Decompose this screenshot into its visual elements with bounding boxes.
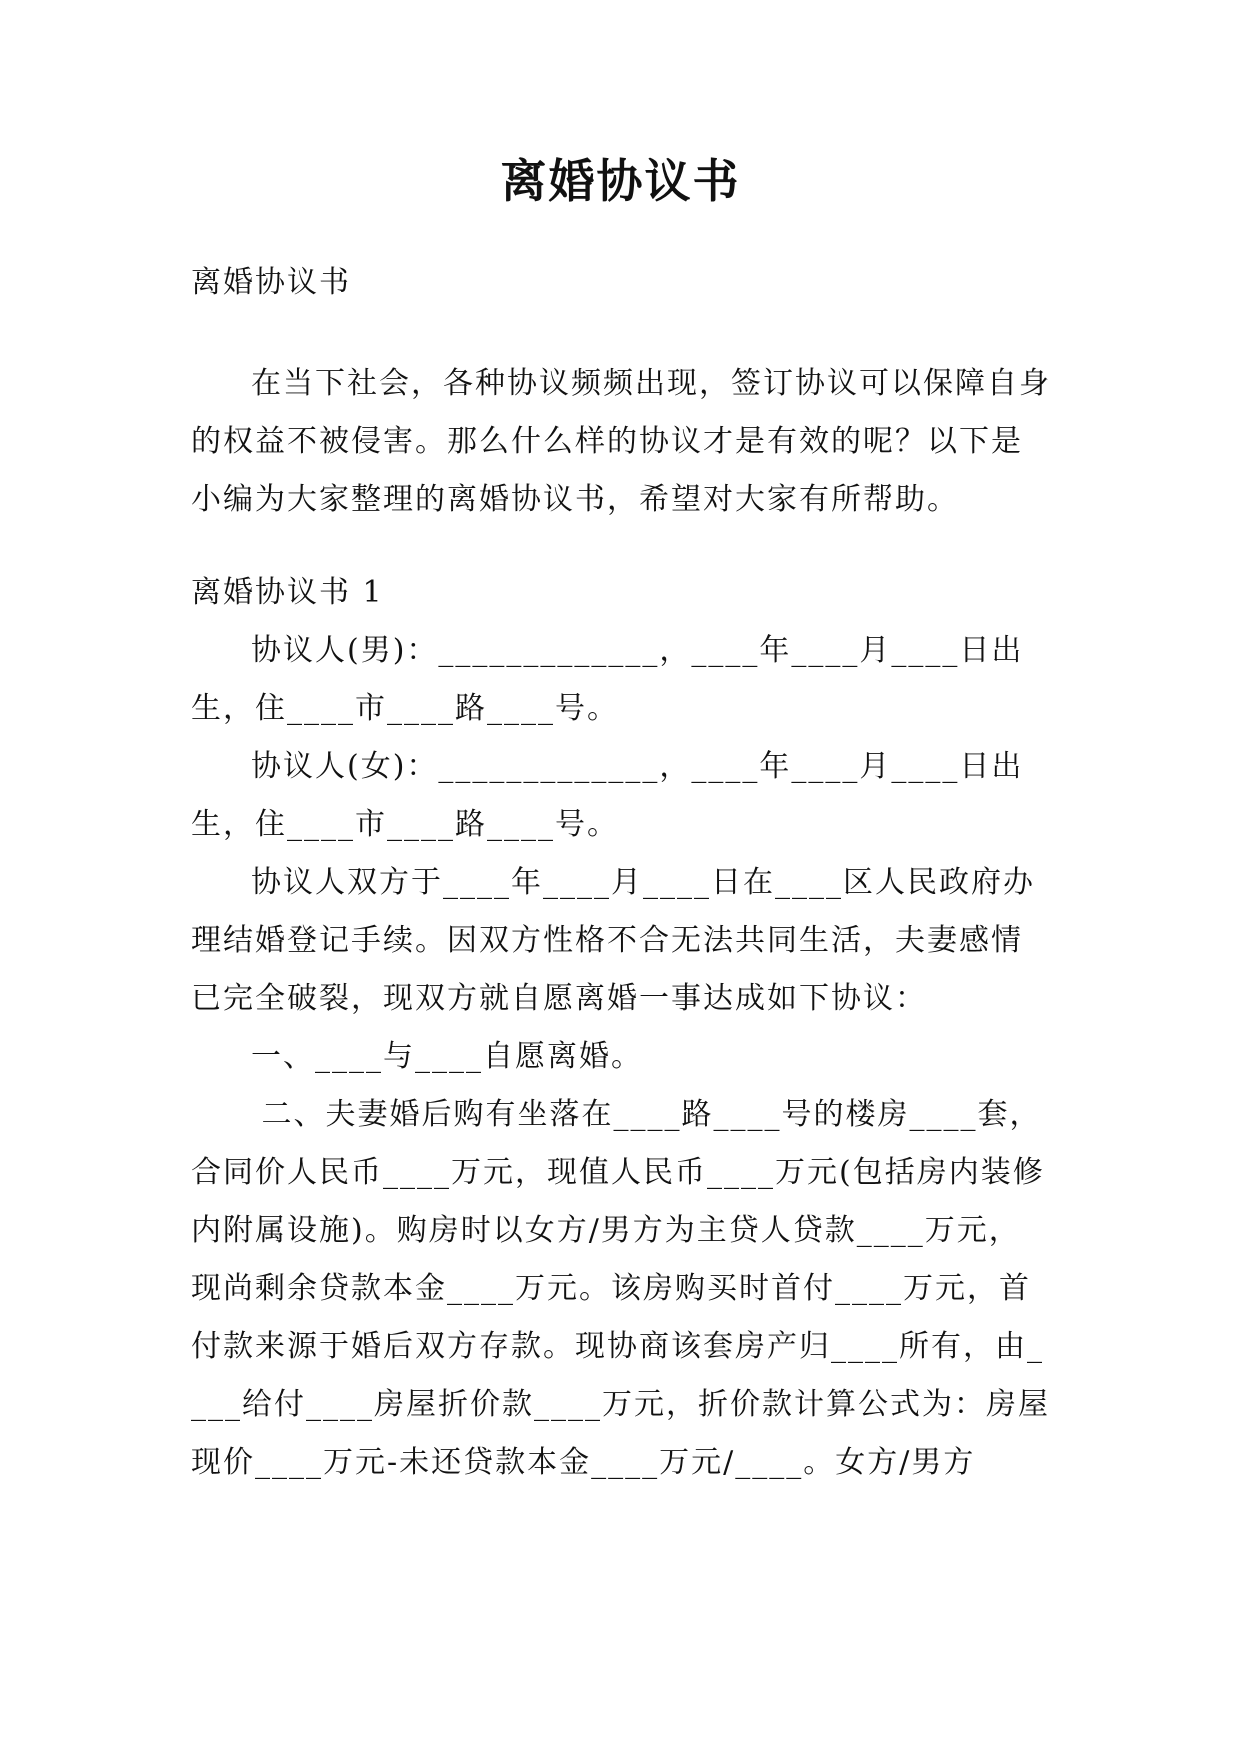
subtitle-text: 离婚协议书 xyxy=(191,265,351,300)
party-female-line: 协议人(女)：_____________，____年____月____日出生，住____市____路____号。 xyxy=(191,749,1024,842)
marriage-statement: 协议人双方于____年____月____日在____区人民政府办理结婚登记手续。因双方性格不合无法共同生活，夫妻感情已完全破裂，现双方就自愿离婚一事达成如下协议： xyxy=(191,865,1035,1016)
section-heading: 离婚协议书 1 xyxy=(191,575,384,610)
agreement-body xyxy=(191,564,1051,1492)
party-male-line: 协议人(男)：_____________，____年____月____日出生，住____市____路____号。 xyxy=(191,633,1024,726)
clause-2: 二、夫妻婚后购有坐落在____路____号的楼房____套，合同价人民币____万元，现值人民币____万元(包括房内装修内附属设施)。购房时以女方/男方为主贷人贷款____万元，现尚剩余贷款本金____万元。该房购买时首付____万元，首付款来源于婚后双方存款。现协商该套房产归____所有，由____给付____房屋折价款____万元，折价款计算公式为：房屋现价____万元-未还贷款本金____万元/____。女方/男方 xyxy=(191,1097,1050,1480)
intro-text: 在当下社会，各种协议频频出现，签订协议可以保障自身的权益不被侵害。那么什么样的协议才是有效的呢？以下是小编为大家整理的离婚协议书，希望对大家有所帮助。 xyxy=(191,366,1051,517)
intro-paragraph xyxy=(191,355,1051,529)
document-title: 离婚协议书 xyxy=(500,154,741,208)
document-subtitle xyxy=(191,254,1051,312)
clause-1: 一、____与____自愿离婚。 xyxy=(251,1039,643,1074)
